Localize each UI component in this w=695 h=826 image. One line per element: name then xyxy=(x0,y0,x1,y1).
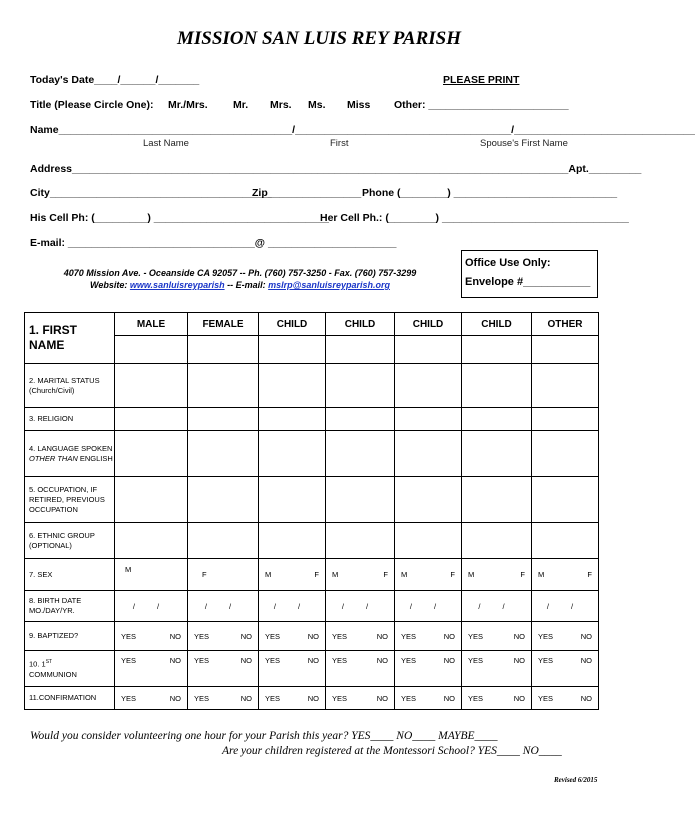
sex-child-cell[interactable] xyxy=(395,559,462,591)
table-row xyxy=(25,408,599,431)
column-child-3: CHILD xyxy=(395,313,462,336)
table-cell[interactable] xyxy=(532,431,599,477)
no-option[interactable]: NO xyxy=(580,656,592,665)
yes-option[interactable]: YES xyxy=(401,631,417,641)
table-cell[interactable] xyxy=(188,431,259,477)
no-option[interactable]: NO xyxy=(513,631,525,641)
sex-m-option[interactable]: M xyxy=(125,565,132,574)
table-cell[interactable] xyxy=(326,431,395,477)
column-child-1: CHILD xyxy=(259,313,326,336)
table-cell[interactable] xyxy=(259,336,326,364)
column-child-4: CHILD xyxy=(462,313,532,336)
yes-option[interactable]: YES xyxy=(194,693,210,703)
yes-option[interactable]: YES xyxy=(194,631,210,641)
table-cell[interactable] xyxy=(326,336,395,364)
occupation-label: 5. OCCUPATION, IF RETIRED, PREVIOUS OCCUPATION xyxy=(25,477,115,523)
city-field[interactable]: City______________________________________ xyxy=(30,187,272,199)
no-option[interactable]: NO xyxy=(443,693,455,703)
table-cell[interactable] xyxy=(462,364,532,408)
table-cell[interactable] xyxy=(462,431,532,477)
zip-field[interactable]: Zip________________ xyxy=(252,187,362,199)
table-cell[interactable] xyxy=(115,477,188,523)
table-cell[interactable] xyxy=(462,523,532,559)
column-other: OTHER xyxy=(532,313,599,336)
todays-date-field[interactable]: Today's Date____/______/_______ xyxy=(30,74,200,86)
phone-field[interactable]: Phone (________) ____________________________ xyxy=(362,187,618,199)
column-male: MALE xyxy=(115,313,188,336)
sex-m-option[interactable]: M xyxy=(401,570,408,579)
yes-option[interactable]: YES xyxy=(121,693,137,703)
table-cell[interactable] xyxy=(462,408,532,431)
revision-note: Revised 6/2015 xyxy=(554,776,598,784)
yes-no-cell[interactable] xyxy=(532,651,599,687)
no-option[interactable]: NO xyxy=(169,693,181,703)
no-option[interactable]: NO xyxy=(443,656,455,665)
column-female: FEMALE xyxy=(188,313,259,336)
language-label xyxy=(25,431,115,477)
table-row xyxy=(25,687,599,710)
sex-m-option[interactable]: M xyxy=(538,570,545,579)
table-cell[interactable] xyxy=(326,408,395,431)
table-cell[interactable] xyxy=(532,523,599,559)
yes-option[interactable]: YES xyxy=(121,656,137,665)
birth-date-cell[interactable]: / / xyxy=(326,591,395,622)
no-option[interactable]: NO xyxy=(307,631,319,641)
no-option[interactable]: NO xyxy=(307,656,319,665)
yes-no-cell[interactable] xyxy=(188,687,259,710)
yes-option[interactable]: YES xyxy=(265,631,281,641)
table-cell[interactable] xyxy=(326,523,395,559)
email-field[interactable]: E-mail: ________________________________@ ______________________ xyxy=(30,237,397,249)
table-cell[interactable] xyxy=(462,336,532,364)
yes-no-cell[interactable] xyxy=(326,651,395,687)
table-cell[interactable] xyxy=(532,477,599,523)
birth-date-cell[interactable]: / / xyxy=(462,591,532,622)
office-use-title: Office Use Only: xyxy=(465,257,551,269)
yes-no-cell[interactable] xyxy=(532,622,599,651)
yes-option[interactable]: YES xyxy=(332,656,348,665)
table-header-row xyxy=(25,313,599,336)
parish-address: 4070 Mission Ave. - Oceanside CA 92057 -- Ph. (760) 757-3250 - Fax. (760) 757-3299 xyxy=(63,268,417,278)
title-option-miss[interactable]: Miss xyxy=(347,99,371,111)
no-option[interactable]: NO xyxy=(240,631,252,641)
table-row xyxy=(25,477,599,523)
table-cell[interactable] xyxy=(259,523,326,559)
yes-no-cell[interactable] xyxy=(115,622,188,651)
sex-f-option[interactable]: F xyxy=(520,570,525,579)
ethnic-group-sub: (OPTIONAL) xyxy=(29,540,72,550)
table-cell[interactable] xyxy=(395,431,462,477)
yes-option[interactable]: YES xyxy=(332,693,348,703)
sex-m-option[interactable]: M xyxy=(468,570,475,579)
website-link[interactable]: www.sanluisreyparish xyxy=(129,280,225,290)
yes-option[interactable]: YES xyxy=(468,631,484,641)
last-name-caption: Last Name xyxy=(143,138,189,149)
marital-status-sub: (Church/Civil) xyxy=(29,385,75,395)
title-option-mr[interactable]: Mr. xyxy=(233,99,249,111)
yes-option[interactable]: YES xyxy=(265,656,281,665)
yes-option[interactable]: YES xyxy=(468,656,484,665)
yes-no-cell[interactable] xyxy=(462,622,532,651)
sex-f-option[interactable]: F xyxy=(202,570,207,579)
table-cell[interactable] xyxy=(395,408,462,431)
name-field[interactable]: Name________________________________________/_____________________________________/_______________________________ xyxy=(30,124,695,136)
envelope-field: Envelope #___________ xyxy=(465,276,591,288)
email-link[interactable]: mslrp@sanluisreyparish.org xyxy=(268,280,390,290)
sex-female-cell[interactable] xyxy=(188,559,259,591)
no-option[interactable]: NO xyxy=(376,631,388,641)
her-cell-field[interactable]: Her Cell Ph.: (________) ________________________________ xyxy=(320,212,629,224)
marital-status-label xyxy=(25,364,115,408)
no-option[interactable]: NO xyxy=(240,656,252,665)
yes-no-cell[interactable] xyxy=(395,651,462,687)
sex-f-option[interactable]: F xyxy=(587,570,592,579)
table-cell[interactable] xyxy=(259,477,326,523)
table-cell[interactable] xyxy=(188,336,259,364)
birth-date-cell[interactable]: / / xyxy=(395,591,462,622)
yes-option[interactable]: YES xyxy=(468,693,484,703)
yes-option[interactable]: YES xyxy=(194,656,210,665)
no-option[interactable]: NO xyxy=(580,693,592,703)
ethnic-group-label xyxy=(25,523,115,559)
sex-m-option[interactable]: M xyxy=(332,570,339,579)
email-label: -- E-mail: xyxy=(227,280,266,290)
yes-option[interactable]: YES xyxy=(265,693,281,703)
sex-other-cell[interactable] xyxy=(532,559,599,591)
no-option[interactable]: NO xyxy=(376,656,388,665)
birth-date-cell[interactable]: / / xyxy=(259,591,326,622)
table-cell[interactable] xyxy=(326,477,395,523)
sex-f-option[interactable]: F xyxy=(450,570,455,579)
sex-m-option[interactable]: M xyxy=(265,570,272,579)
column-child-2: CHILD xyxy=(326,313,395,336)
communion-text-2: COMMUNION xyxy=(29,669,77,679)
office-use-box xyxy=(461,250,598,298)
birth-date-cell[interactable]: / / xyxy=(532,591,599,622)
table-row xyxy=(25,622,599,651)
first-name-caption: First xyxy=(330,138,349,149)
table-row xyxy=(25,431,599,477)
table-cell[interactable] xyxy=(115,431,188,477)
family-member-table xyxy=(24,312,599,710)
yes-option[interactable]: YES xyxy=(538,631,554,641)
yes-no-cell[interactable] xyxy=(532,687,599,710)
his-cell-field[interactable]: His Cell Ph: (_________) ______________________________ xyxy=(30,212,329,224)
yes-option[interactable]: YES xyxy=(332,631,348,641)
yes-no-cell[interactable] xyxy=(326,622,395,651)
table-cell[interactable] xyxy=(395,364,462,408)
table-cell[interactable] xyxy=(395,477,462,523)
birth-date-cell[interactable]: / / xyxy=(115,591,188,622)
table-cell[interactable] xyxy=(115,364,188,408)
yes-no-cell[interactable] xyxy=(188,651,259,687)
religion-label: 3. RELIGION xyxy=(25,408,115,431)
title-option-ms[interactable]: Ms. xyxy=(308,99,326,111)
no-option[interactable]: NO xyxy=(169,656,181,665)
yes-option[interactable]: YES xyxy=(401,693,417,703)
table-cell[interactable] xyxy=(462,477,532,523)
table-row xyxy=(25,651,599,687)
address-field[interactable]: Address_____________________________________________________________________________________Apt._________ xyxy=(30,163,642,175)
yes-no-cell[interactable] xyxy=(462,687,532,710)
sex-male-cell[interactable] xyxy=(115,559,188,591)
table-cell[interactable] xyxy=(259,408,326,431)
language-emphasis: OTHER THAN xyxy=(29,453,78,463)
yes-no-cell[interactable] xyxy=(259,622,326,651)
yes-option[interactable]: YES xyxy=(538,656,554,665)
table-cell[interactable] xyxy=(115,523,188,559)
no-option[interactable]: NO xyxy=(307,693,319,703)
marital-status-text: 2. MARITAL STATUS xyxy=(29,375,100,385)
yes-no-cell[interactable] xyxy=(462,651,532,687)
yes-no-cell[interactable] xyxy=(395,622,462,651)
sex-child-cell[interactable] xyxy=(326,559,395,591)
sex-child-cell[interactable] xyxy=(462,559,532,591)
table-row xyxy=(25,591,599,622)
communion-label xyxy=(25,651,115,687)
sex-f-option[interactable]: F xyxy=(314,570,319,579)
communion-superscript: ST xyxy=(45,659,53,666)
spouse-name-caption: Spouse's First Name xyxy=(480,138,568,149)
title-option-mr-mrs[interactable]: Mr./Mrs. xyxy=(168,99,208,111)
yes-option[interactable]: YES xyxy=(538,693,554,703)
table-cell[interactable] xyxy=(188,477,259,523)
no-option[interactable]: NO xyxy=(240,693,252,703)
table-cell[interactable] xyxy=(115,408,188,431)
yes-no-cell[interactable] xyxy=(188,622,259,651)
ethnic-group-text: 6. ETHNIC GROUP xyxy=(29,530,95,540)
first-name-label: 1. FIRST NAME xyxy=(25,313,115,364)
sex-child-cell[interactable] xyxy=(259,559,326,591)
montessori-question[interactable]: Are your children registered at the Montessori School? YES____ NO____ xyxy=(222,745,562,757)
table-cell[interactable] xyxy=(188,523,259,559)
language-english: ENGLISH xyxy=(79,453,113,463)
page-title: MISSION SAN LUIS REY PARISH xyxy=(176,28,462,49)
website-label: Website: xyxy=(90,280,128,290)
yes-no-cell[interactable] xyxy=(395,687,462,710)
table-row xyxy=(25,364,599,408)
sex-label: 7. SEX xyxy=(25,559,115,591)
sex-f-option[interactable]: F xyxy=(383,570,388,579)
yes-option[interactable]: YES xyxy=(121,631,137,641)
birth-date-label: 8. BIRTH DATE MO./DAY/YR. xyxy=(25,591,115,622)
confirmation-label: 11.CONFIRMATION xyxy=(25,687,115,710)
table-cell[interactable] xyxy=(326,364,395,408)
yes-no-cell[interactable] xyxy=(115,651,188,687)
no-option[interactable]: NO xyxy=(513,693,525,703)
baptized-label: 9. BAPTIZED? xyxy=(25,622,115,651)
please-print-note: PLEASE PRINT xyxy=(443,74,520,86)
yes-no-cell[interactable] xyxy=(259,687,326,710)
table-cell[interactable] xyxy=(395,336,462,364)
yes-no-cell[interactable] xyxy=(115,687,188,710)
volunteer-question[interactable]: Would you consider volunteering one hour for your Parish this year? YES____ NO____ MAYBE____ xyxy=(30,730,498,742)
yes-no-cell[interactable] xyxy=(259,651,326,687)
birth-date-cell[interactable]: / / xyxy=(188,591,259,622)
title-other-field[interactable]: Other: ________________________ xyxy=(394,99,569,111)
yes-no-cell[interactable] xyxy=(326,687,395,710)
language-text: 4. LANGUAGE SPOKEN xyxy=(29,443,113,453)
table-cell[interactable] xyxy=(532,364,599,408)
no-option[interactable]: NO xyxy=(513,656,525,665)
table-cell[interactable] xyxy=(259,364,326,408)
no-option[interactable]: NO xyxy=(376,693,388,703)
no-option[interactable]: NO xyxy=(580,631,592,641)
communion-text: 10. 1 xyxy=(29,659,46,669)
table-cell[interactable] xyxy=(188,408,259,431)
title-option-mrs[interactable]: Mrs. xyxy=(270,99,292,111)
no-option[interactable]: NO xyxy=(443,631,455,641)
title-label: Title (Please Circle One): xyxy=(30,99,154,111)
table-cell[interactable] xyxy=(532,408,599,431)
yes-option[interactable]: YES xyxy=(401,656,417,665)
parish-web-line xyxy=(20,280,460,290)
no-option[interactable]: NO xyxy=(169,631,181,641)
table-cell[interactable] xyxy=(395,523,462,559)
table-cell[interactable] xyxy=(532,336,599,364)
table-row xyxy=(25,559,599,591)
table-row xyxy=(25,523,599,559)
table-cell[interactable] xyxy=(188,364,259,408)
table-cell[interactable] xyxy=(259,431,326,477)
table-cell[interactable] xyxy=(115,336,188,364)
